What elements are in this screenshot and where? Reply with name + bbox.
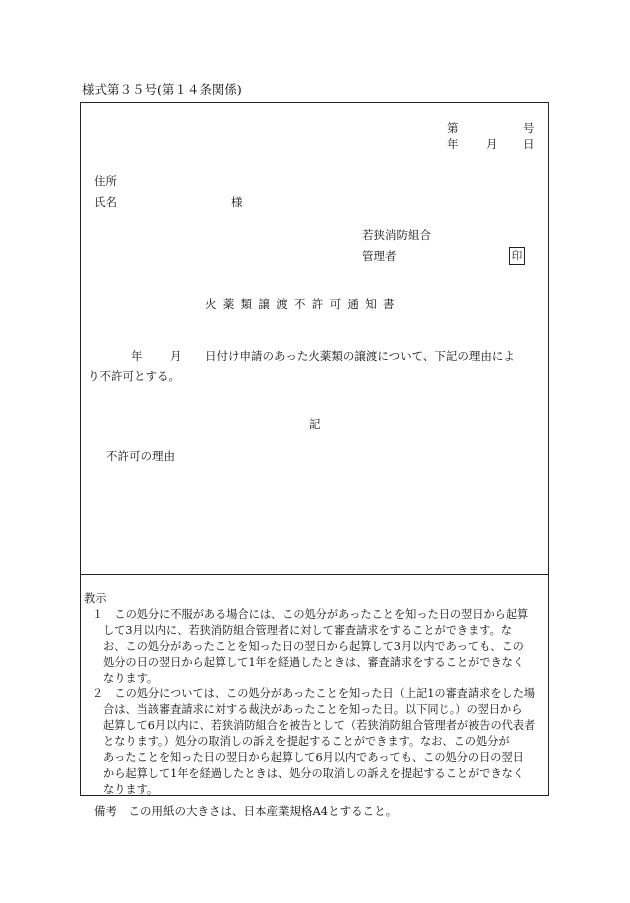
notice-item-1-line: 処分の日の翌日から起算して1年を経過したときは、審査請求をすることができなく (103, 655, 525, 669)
notice-item-2-line: なります。 (103, 782, 159, 796)
date-month-label: 月 (486, 137, 498, 151)
notice-item-1-line: して3月以内に、若狭消防組合管理者に対して審査請求をすることができます。な (103, 623, 512, 637)
notice-heading: 教示 (84, 592, 107, 605)
body-text-line1: 日付け申請のあった火薬類の譲渡について、下記の理由によ (205, 349, 515, 363)
notice-item-2 (84, 686, 546, 797)
notice-item-1-line: お、この処分があったことを知った日の翌日から起算して3月以内であっても、この (103, 639, 524, 653)
issuer-organization: 若狭消防組合 (362, 228, 431, 242)
notice-item-2-line: となります。）処分の取消しの訴えを提起することができます。なお、この処分が (103, 735, 510, 749)
notice-item-1-line: なります。 (103, 671, 159, 685)
notice-item-1 (84, 607, 546, 687)
reason-label: 不許可の理由 (106, 449, 175, 463)
notice-item-2-line: 合は、当該審査請求に対する裁決があったことを知った日。以下同じ。）の翌日から (103, 703, 523, 717)
notice-item-1-line: １ この処分に不服がある場合には、この処分があったことを知った日の翌日から起算 (92, 607, 529, 621)
notice-item-2-line: から起算して1年を経過したときは、処分の取消しの訴えを提起することができなく (103, 766, 525, 780)
date-day-label: 日 (523, 137, 535, 151)
name-label: 氏名 (94, 195, 117, 209)
document-title: 火薬類譲渡不許可通知書 (205, 297, 401, 311)
number-suffix: 号 (523, 121, 535, 135)
notice-section (84, 591, 546, 798)
remarks-note: 備考 この用紙の大きさは、日本産業規格A4とすること。 (94, 804, 398, 818)
issuer-role: 管理者 (362, 249, 397, 263)
body-month-label: 月 (170, 349, 182, 363)
ki-mark: 記 (309, 417, 321, 431)
body-text-line2: り不許可とする。 (88, 369, 180, 383)
seal-mark: 印 (509, 247, 525, 265)
address-label: 住所 (94, 174, 117, 188)
notice-item-2-line: ２ この処分については、この処分があったことを知った日（上記1の審査請求をした場 (92, 687, 536, 701)
body-year-label: 年 (131, 349, 143, 363)
honorific: 様 (231, 195, 243, 209)
notice-divider (80, 574, 549, 575)
notice-item-2-line: あったことを知った日の翌日から起算して6月以内であっても、この処分の日の翌日 (103, 751, 524, 765)
notice-item-2-line: 起算して6月以内に、若狭消防組合を被告として（若狭消防組合管理者が被告の代表者 (103, 719, 536, 733)
number-label: 第 (447, 121, 459, 135)
date-year-label: 年 (447, 137, 459, 151)
form-id: 様式第３５号(第１４条関係) (82, 82, 242, 97)
